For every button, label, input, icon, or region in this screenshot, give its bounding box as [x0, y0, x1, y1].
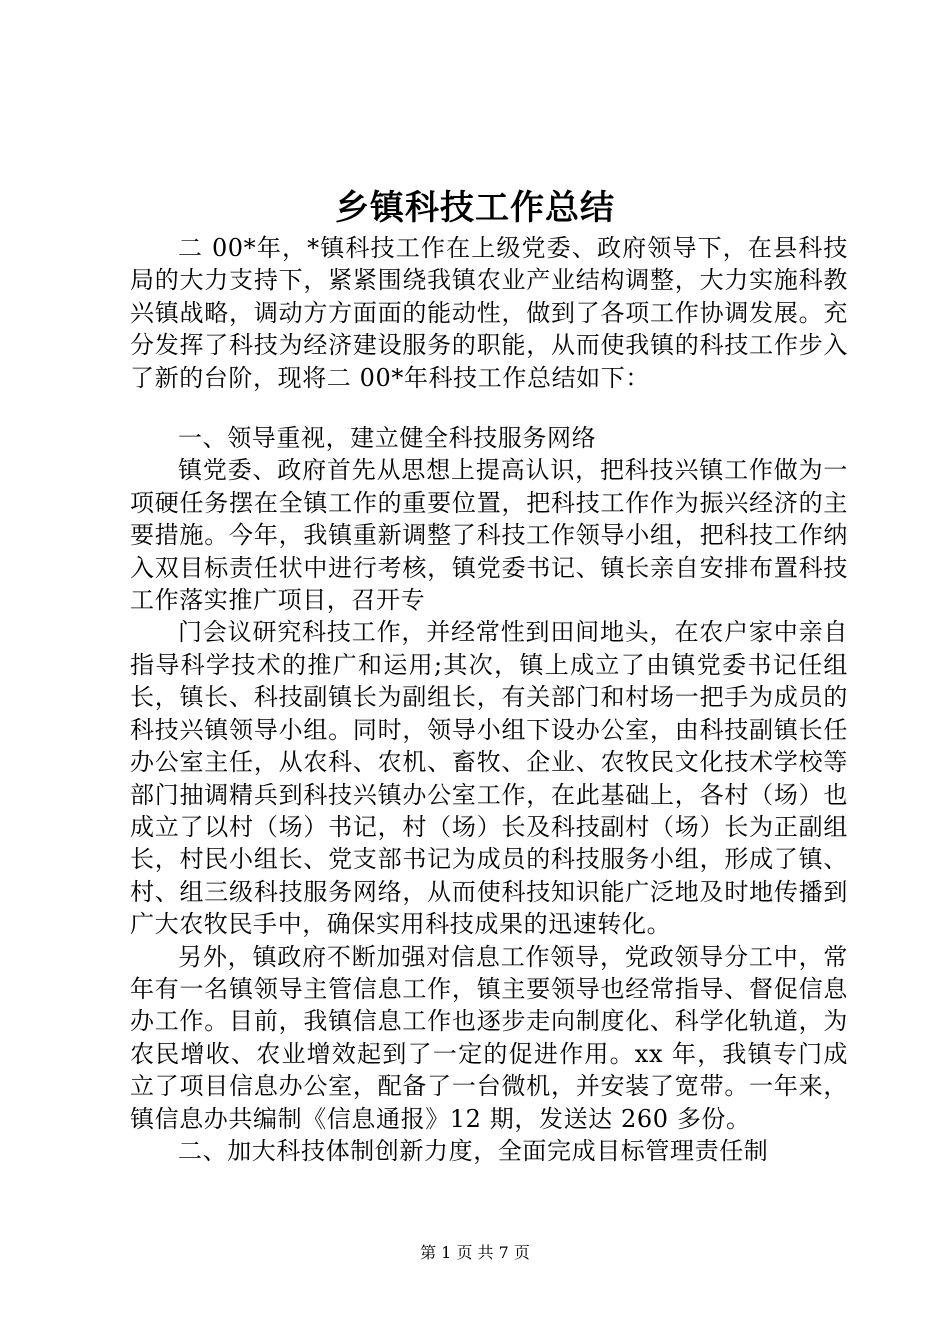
- section-heading-1: 一、领导重视，建立健全科技服务网络: [178, 424, 597, 453]
- document-body: [130, 232, 848, 1167]
- page-number-footer: 第 1 页 共 7 页: [420, 1243, 530, 1262]
- intro-paragraph: 二 00*年，*镇科技工作在上级党委、政府领导下，在县科技局的大力支持下，紧紧围绕我镇农业产业结构调整，大力实施科教兴镇战略，调动方方面面的能动性，做到了各项工作协调发展。充分发挥了科技为经济建设服务的职能，从而使我镇的科技工作步入了新的台阶，现将二 00*年科技工作总结如下：: [130, 234, 848, 392]
- body-paragraph: 镇党委、政府首先从思想上提高认识，把科技兴镇工作做为一项硬任务摆在全镇工作的重要位置，把科技工作作为振兴经济的主要措施。今年，我镇重新调整了科技工作领导小组，把科技工作纳入双目标责任状中进行考核，镇党委书记、镇长亲自安排布置科技工作落实推广项目，召开专: [130, 456, 848, 615]
- document-title: 乡镇科技工作总结: [335, 188, 615, 228]
- section-heading-2: 二、加大科技体制创新力度，全面完成目标管理责任制: [178, 1136, 769, 1165]
- body-paragraph: 门会议研究科技工作，并经常性到田间地头，在农户家中亲自指导科学技术的推广和运用;其次，镇上成立了由镇党委书记任组长，镇长、科技副镇长为副组长，有关部门和村场一把手为成员的科技兴镇领导小组。同时，领导小组下设办公室，由科技副镇长任办公室主任，从农科、农机、畜牧、企业、农牧民文化技术学校等部门抽调精兵到科技兴镇办公室工作，在此基础上，各村（场）也成立了以村（场）书记，村（场）长及科技副村（场）长为正副组长，村民小组长、党支部书记为成员的科技服务小组，形成了镇、村、组三级科技服务网络，从而使科技知识能广泛地及时地传播到广大农牧民手中，确保实用科技成果的迅速转化。: [130, 618, 848, 939]
- body-paragraph: 另外，镇政府不断加强对信息工作领导，党政领导分工中，常年有一名镇领导主管信息工作，镇主要领导也经常指导、督促信息办工作。目前，我镇信息工作也逐步走向制度化、科学化轨道，为农民增收、农业增效起到了一定的促进作用。xx 年，我镇专门成立了项目信息办公室，配备了一台微机，并安装了宽带。一年来，镇信息办共编制《信息通报》12 期，发送达 260 多份。: [130, 942, 848, 1133]
